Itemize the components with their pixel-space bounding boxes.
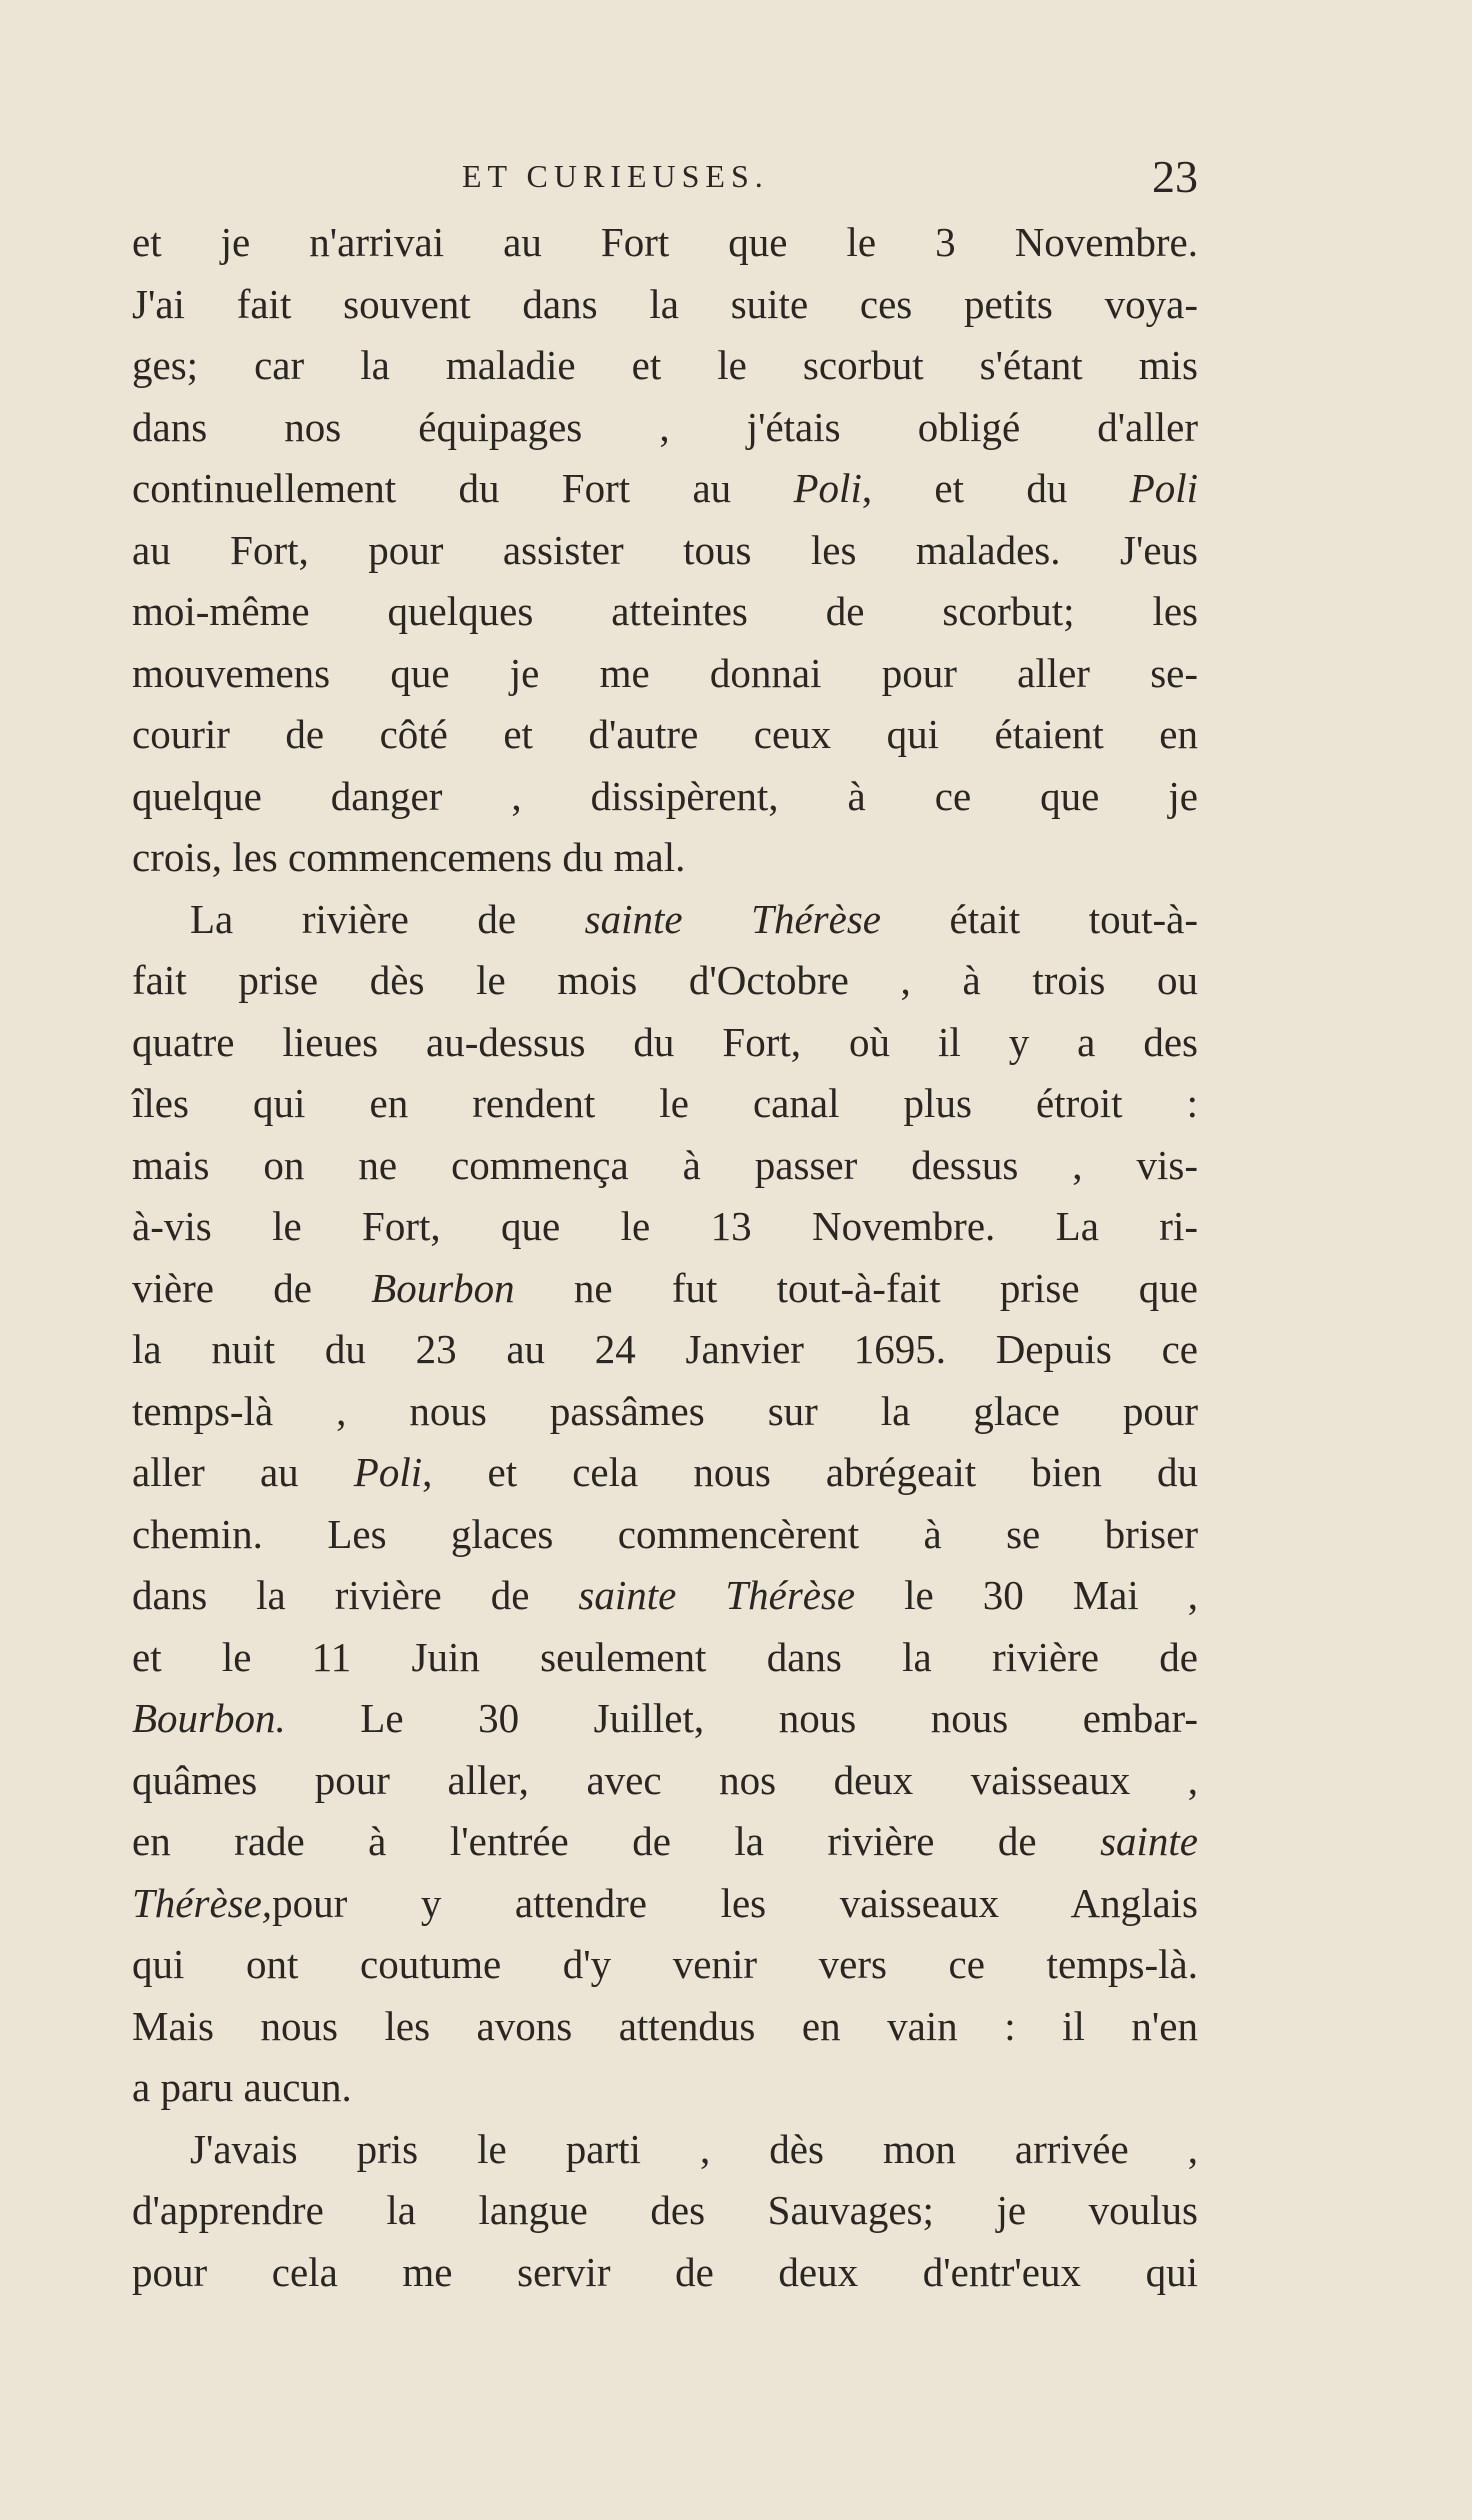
text-run: La rivière de [190,895,585,942]
text-line: crois, les commencemens du mal. [132,834,686,880]
italic-place-name: sainte [1100,1818,1198,1864]
text-line [132,1258,1198,1320]
text-line: et le 11 Juin seulement dans la rivière de [132,1633,1198,1680]
text-line [132,1442,1198,1504]
text-line: courir de côté et d'autre ceux qui étaient en [132,711,1198,757]
text-line: îles qui en rendent le canal plus étroit : [132,1080,1198,1126]
text-line: a paru aucun. [132,2064,352,2110]
text-line: mais on ne commença à passer dessus , vis- [132,1141,1198,1188]
text-line: quelque danger , dissipèrent, à ce que je [132,772,1198,819]
text-run: ne fut tout-à-fait prise que [514,1264,1198,1311]
italic-place-name: sainte Thérèse [578,1572,856,1618]
text-line [132,458,1198,520]
text-line: qui ont coutume d'y venir vers ce temps-là. [132,1941,1198,1987]
text-line: quâmes pour aller, avec nos deux vaisseaux , [132,1756,1198,1803]
text-run: , et du [861,465,1130,511]
text-line: ges; car la maladie et le scorbut s'étant mis [132,342,1198,388]
italic-place-name: sainte Thérèse [584,895,881,942]
page-header [132,150,1198,210]
text-line: Mais nous les avons attendus en vain : il n'en [132,2002,1198,2049]
running-head: ET CURIEUSES. [462,158,769,194]
page-number: 23 [1152,151,1198,202]
text-line: temps-là , nous passâmes sur la glace pour [132,1387,1198,1434]
italic-place-name: Poli [793,465,862,511]
text-line: au Fort, pour assister tous les malades. J'eus [132,526,1198,573]
text-line: pour cela me servir de deux d'entr'eux qui [132,2248,1198,2295]
italic-place-name: Poli [353,1449,423,1495]
text-line [132,1873,1198,1935]
text-line: fait prise dès le mois d'Octobre , à trois ou [132,957,1198,1003]
text-run: Le 30 Juillet, nous nous embar- [285,1695,1198,1741]
text-run: était tout-à- [880,895,1198,942]
text-run: aller au [132,1449,354,1495]
text-run: , et cela nous abrégeait bien du [422,1449,1198,1495]
italic-place-name: Bourbon. [132,1695,286,1741]
italic-place-name: Thérèse, [132,1879,273,1926]
italic-place-name: Poli [1129,465,1199,511]
text-run: vière de [132,1264,372,1311]
text-line: dans nos équipages , j'étais obligé d'aller [132,403,1198,450]
text-line [132,1688,1198,1750]
text-line: et je n'arrivai au Fort que le 3 Novembre. [132,219,1198,265]
text-line: J'avais pris le parti , dès mon arrivée , [190,2125,1198,2172]
text-line: d'apprendre la langue des Sauvages; je voulus [132,2187,1198,2233]
text-run: en rade à l'entrée de la rivière de [132,1818,1101,1864]
text-line: la nuit du 23 au 24 Janvier 1695. Depuis ce [132,1326,1198,1372]
text-line [132,889,1198,951]
text-line: moi-même quelques atteintes de scorbut; les [132,588,1198,634]
text-line [132,1565,1198,1627]
text-line [132,1811,1198,1873]
text-line: chemin. Les glaces commencèrent à se briser [132,1510,1198,1557]
text-run: pour y attendre les vaisseaux Anglais [272,1879,1198,1926]
italic-place-name: Bourbon [371,1264,515,1311]
text-run: continuellement du Fort au [132,465,794,511]
body-text [132,212,1198,2303]
text-run: le 30 Mai , [855,1572,1198,1618]
text-line: à-vis le Fort, que le 13 Novembre. La ri- [132,1203,1198,1249]
text-line: quatre lieues au-dessus du Fort, où il y a des [132,1018,1198,1065]
text-line: mouvemens que je me donnai pour aller se- [132,649,1198,696]
text-line: J'ai fait souvent dans la suite ces petits voya- [132,280,1198,327]
text-run: dans la rivière de [132,1572,579,1618]
